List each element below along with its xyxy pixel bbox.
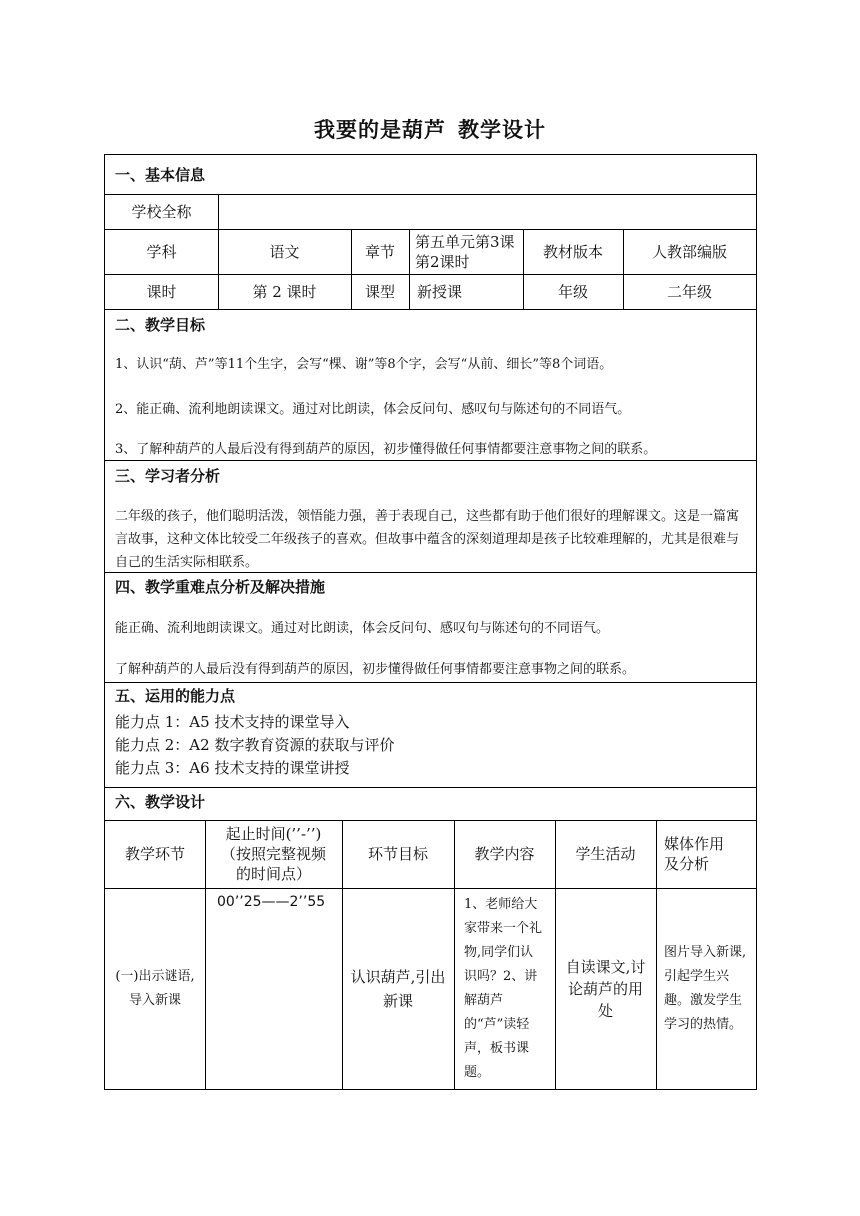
period-value: 第 2 课时 bbox=[252, 282, 317, 301]
section-abilities: 五、运用的能力点 bbox=[115, 687, 236, 705]
section-key-points: 四、教学重难点分析及解决措施 bbox=[115, 578, 326, 596]
objective-2: 2、能正确、流利地朗读课文。通过对比朗读，体会反问句、感叹句与陈述句的不同语气。 bbox=[115, 402, 631, 417]
row1-time: 00’’25——2’’55 bbox=[217, 894, 326, 910]
grade-label: 年级 bbox=[557, 282, 588, 301]
subject-label: 学科 bbox=[146, 242, 177, 261]
row-divider bbox=[105, 682, 756, 683]
row1-content: 1、老师给大家带来一个礼物,同学们认识吗？2、讲解葫芦的“芦”读轻声，板书课题。 bbox=[464, 897, 543, 1080]
section-learner-analysis: 三、学习者分析 bbox=[115, 467, 221, 485]
key-point-1: 能正确、流利地朗读课文。通过对比朗读，体会反问句、感叹句与陈述句的不同语气。 bbox=[115, 621, 610, 636]
row1-goal: 认识葫芦,引出新课 bbox=[350, 968, 446, 1010]
lesson-plan-table bbox=[104, 154, 757, 1090]
grade-value: 二年级 bbox=[666, 282, 712, 301]
type-label: 课型 bbox=[364, 282, 395, 301]
header-goal: 环节目标 bbox=[367, 845, 428, 863]
page-title-main: 我要的是葫芦 bbox=[314, 118, 446, 142]
period-label: 课时 bbox=[146, 282, 177, 301]
school-value bbox=[218, 194, 756, 229]
chapter-value: 第五单元第3课第2课时 bbox=[415, 232, 515, 271]
type-value: 新授课 bbox=[417, 282, 463, 301]
header-content: 教学内容 bbox=[474, 845, 535, 863]
page-title bbox=[0, 114, 860, 144]
school-label: 学校全称 bbox=[131, 202, 192, 221]
section-objectives: 二、教学目标 bbox=[115, 316, 206, 334]
objective-3: 3、了解种葫芦的人最后没有得到葫芦的原因，初步懂得做任何事情都要注意事物之间的联系。 bbox=[115, 442, 657, 457]
textbook-label: 教材版本 bbox=[542, 242, 603, 261]
objective-1: 1、认识“葫、芦”等11个生字，会写“棵、谢”等8个字，会写“从前、细长”等8个词语。 bbox=[115, 357, 613, 372]
page-title-sub: 教学设计 bbox=[458, 118, 546, 142]
ability-2: 能力点 2：A2 数字教育资源的获取与评价 bbox=[115, 736, 395, 754]
row1-activity: 自读课文,讨论葫芦的用处 bbox=[565, 958, 646, 1020]
subject-value: 语文 bbox=[269, 242, 300, 261]
chapter-label: 章节 bbox=[364, 242, 395, 261]
ability-3: 能力点 3：A6 技术支持的课堂讲授 bbox=[115, 759, 350, 777]
header-time: 起止时间(’’-’’)（按照完整视频的时间点） bbox=[220, 825, 326, 883]
section-teaching-design: 六、教学设计 bbox=[115, 793, 206, 811]
learner-analysis-text: 二年级的孩子，他们聪明活泼，领悟能力强，善于表现自己，这些都有助于他们很好的理解课文。这是一篇寓言故事，这种文体比较受二年级孩子的喜欢。但故事中蕴含的深刻道理却是孩子比较难理解的，尤其是很难与自己的生活实际相联系。 bbox=[115, 509, 740, 570]
row1-media: 图片导入新课,引起学生兴趣。激发学生学习的热情。 bbox=[664, 945, 747, 1032]
row1-stage: (一)出示谜语,导入新课 bbox=[115, 969, 195, 1008]
key-point-2: 了解种葫芦的人最后没有得到葫芦的原因，初步懂得做任何事情都要注意事物之间的联系。 bbox=[115, 662, 636, 677]
section-basic-info: 一、基本信息 bbox=[115, 166, 206, 184]
ability-1: 能力点 1：A5 技术支持的课堂导入 bbox=[115, 713, 350, 731]
header-media: 媒体作用及分析 bbox=[664, 835, 725, 873]
header-activity: 学生活动 bbox=[575, 845, 636, 863]
row-divider bbox=[105, 787, 756, 788]
row-divider bbox=[105, 309, 756, 310]
header-stage: 教学环节 bbox=[124, 845, 185, 863]
textbook-value: 人教部编版 bbox=[651, 242, 727, 261]
